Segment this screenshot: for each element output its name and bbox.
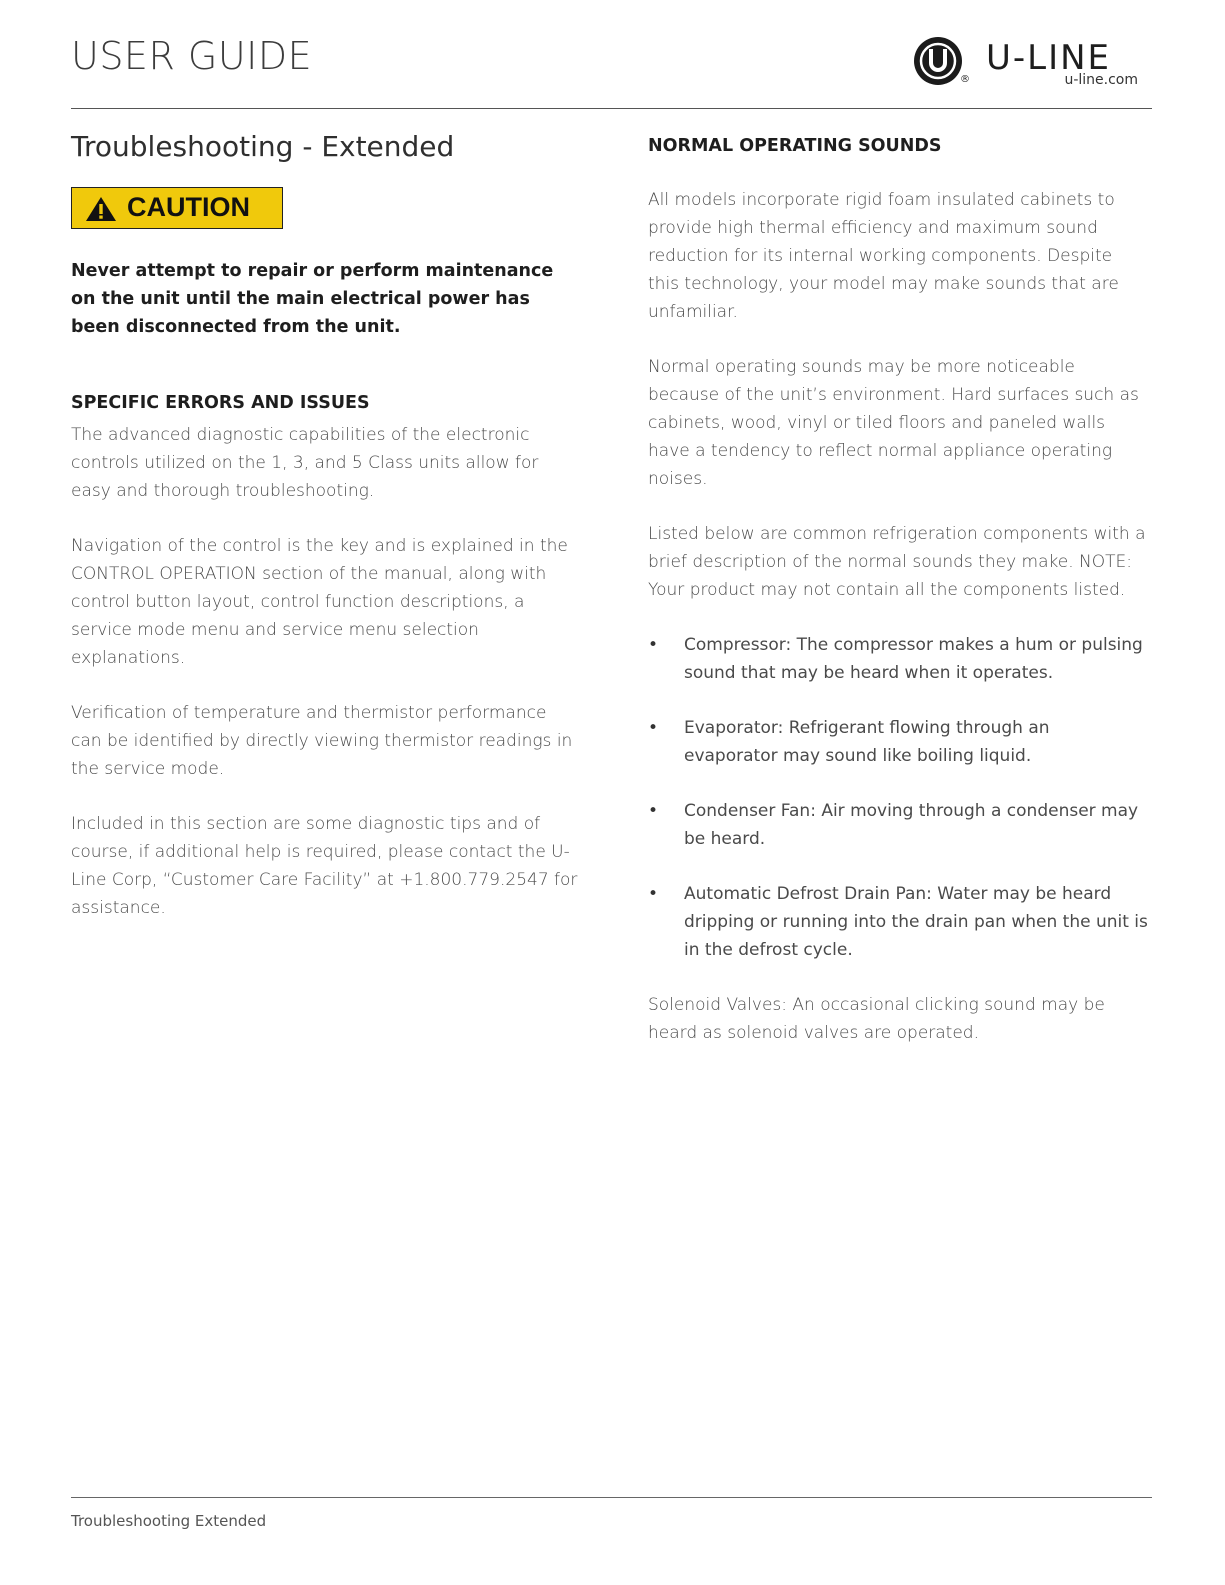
subhead-specific-errors: SPECIFIC ERRORS AND ISSUES (71, 393, 370, 413)
list-item: • Automatic Defrost Drain Pan: Water may be heard dripping or running into the drain pan when the unit is in the defrost cycle. (648, 880, 1148, 964)
logo-wordmark: U-LINE (986, 38, 1112, 78)
right-column (648, 136, 1148, 1047)
paragraph: Verification of temperature and thermistor performance can be identified by directly viewing thermistor readings in the service mode. (71, 703, 573, 779)
paragraph-solenoid: Solenoid Valves: An occasional clicking sound may be heard as solenoid valves are operated. (648, 995, 1105, 1043)
paragraph: Listed below are common refrigeration components with a brief description of the normal sounds they make. NOTE: Your product may not contain all the components listed. (648, 524, 1146, 600)
left-column (71, 130, 581, 922)
list-item: • Condenser Fan: Air moving through a condenser may be heard. (648, 797, 1148, 853)
footer-divider (71, 1497, 1152, 1498)
header-divider (71, 108, 1152, 109)
paragraph: Normal operating sounds may be more noticeable because of the unit’s environment. Hard surfaces such as cabinets, wood, vinyl or tiled floors and paneled walls have a tendency to reflect normal appliance operating noises. (648, 357, 1139, 489)
paragraph: All models incorporate rigid foam insulated cabinets to provide high thermal efficiency and maximum sound reduction for its internal working components. Despite this technology, your model may make sounds that are unfamiliar. (648, 190, 1119, 322)
caution-badge (71, 187, 283, 229)
safety-warning: Never attempt to repair or perform maintenance on the unit until the main electrical power has been disconnected from the unit. (71, 261, 554, 337)
footer-text: Troubleshooting Extended (71, 1512, 267, 1530)
logo-url: u-line.com (1064, 72, 1138, 88)
subhead-normal-sounds: NORMAL OPERATING SOUNDS (648, 136, 942, 156)
registered-mark: ® (960, 74, 970, 85)
warning-triangle-icon (85, 196, 117, 222)
list-item: • Compressor: The compressor makes a hum or pulsing sound that may be heard when it operates. (648, 631, 1148, 687)
u-line-logo (912, 34, 1142, 94)
caution-label: CAUTION (127, 192, 250, 222)
paragraph: Included in this section are some diagnostic tips and of course, if additional help is required, please contact the U-Line Corp, “Customer Care Facility” at +1.800.779.2547 for assistance. (71, 814, 578, 918)
paragraph: Navigation of the control is the key and is explained in the CONTROL OPERATION section of the manual, along with control button layout, control function descriptions, a service mode menu and service menu selection explanations. (71, 536, 568, 668)
list-item: • Evaporator: Refrigerant flowing through an evaporator may sound like boiling liquid. (648, 714, 1148, 770)
section-title: Troubleshooting - Extended (71, 130, 455, 163)
paragraph: The advanced diagnostic capabilities of the electronic controls utilized on the 1, 3, and 5 Class units allow for easy and thorough troubleshooting. (71, 425, 539, 501)
u-line-logo-icon (912, 35, 964, 87)
component-sound-list (648, 631, 1148, 964)
page-header-title: USER GUIDE (71, 34, 313, 78)
